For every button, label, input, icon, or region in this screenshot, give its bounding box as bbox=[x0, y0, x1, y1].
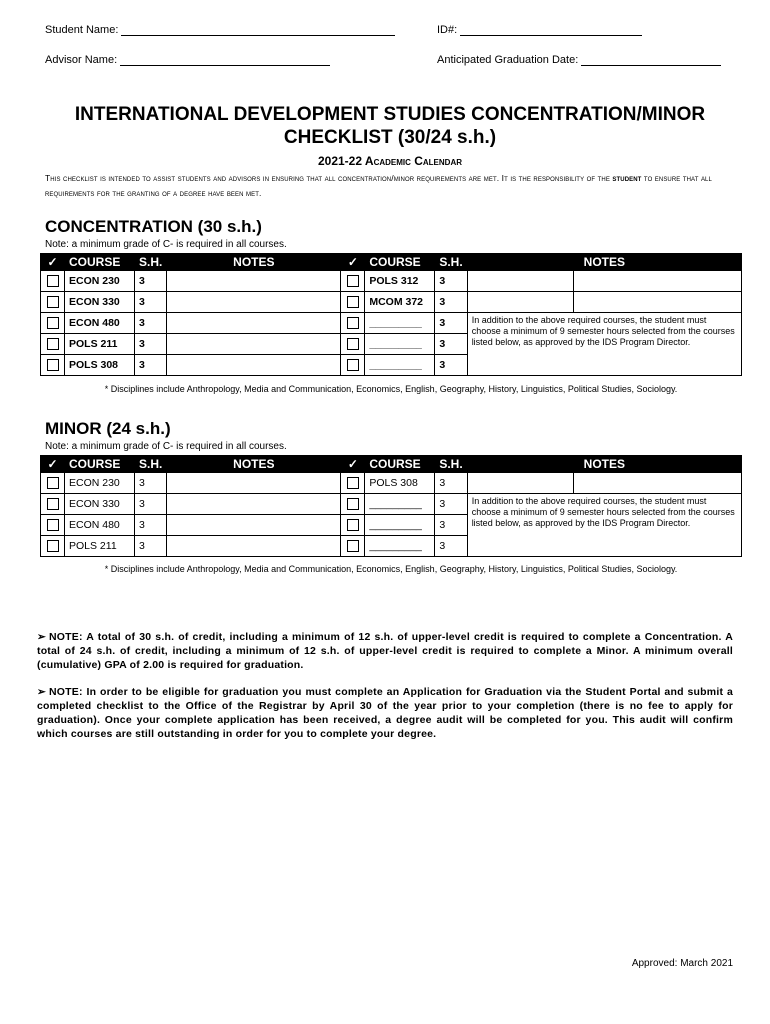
concentration-heading: CONCENTRATION (30 s.h.) bbox=[45, 217, 262, 236]
sh-cell: 3 bbox=[135, 271, 167, 292]
checkbox[interactable] bbox=[47, 317, 59, 329]
concentration-note: Note: a minimum grade of C- is required in all courses. bbox=[45, 239, 287, 250]
course-cell: POLS 312 bbox=[365, 271, 435, 292]
checkbox[interactable] bbox=[347, 498, 359, 510]
sh-header: S.H. bbox=[135, 254, 167, 271]
table-row bbox=[41, 271, 742, 292]
checkbox[interactable] bbox=[347, 296, 359, 308]
course-cell: MCOM 372 bbox=[365, 292, 435, 313]
arrow-icon: ➢ bbox=[37, 631, 46, 643]
graduation-date-label: Anticipated Graduation Date: bbox=[437, 54, 579, 66]
check-header: ✓ bbox=[341, 456, 365, 473]
checkbox[interactable] bbox=[347, 477, 359, 489]
notes-cell[interactable] bbox=[467, 271, 573, 292]
checkbox-cell[interactable] bbox=[41, 292, 65, 313]
course-header: COURSE bbox=[365, 456, 435, 473]
minor-heading: MINOR (24 s.h.) bbox=[45, 419, 171, 438]
checkbox[interactable] bbox=[347, 359, 359, 371]
course-cell: ECON 230 bbox=[65, 271, 135, 292]
course-cell: POLS 211 bbox=[65, 536, 135, 557]
notes-header: NOTES bbox=[167, 456, 341, 473]
graduation-date-line[interactable] bbox=[581, 54, 721, 66]
notes-header: NOTES bbox=[467, 456, 741, 473]
minor-table bbox=[40, 455, 742, 557]
approved-date: Approved: March 2021 bbox=[631, 958, 733, 969]
checkbox[interactable] bbox=[347, 519, 359, 531]
course-cell: _________ bbox=[365, 334, 435, 355]
course-header: COURSE bbox=[65, 456, 135, 473]
intro-part2: to ensure that all requirements for the granting of a degree have been met. bbox=[45, 173, 712, 198]
minor-note: Note: a minimum grade of C- is required in all courses. bbox=[45, 441, 287, 452]
check-header: ✓ bbox=[341, 254, 365, 271]
checkbox[interactable] bbox=[347, 540, 359, 552]
sh-cell: 3 bbox=[135, 494, 167, 515]
notes-cell[interactable] bbox=[573, 292, 741, 313]
checkbox[interactable] bbox=[347, 275, 359, 287]
check-header: ✓ bbox=[41, 254, 65, 271]
advisor-name-label: Advisor Name: bbox=[45, 54, 118, 66]
checkbox[interactable] bbox=[347, 317, 359, 329]
note2-text: NOTE: In order to be eligible for graduation you must complete an Application for Graduation via the Student Portal and submit a completed checklist to the Office of the Registrar by April 30 of the year prior to your completion (there is no fee to apply for graduation). Once your complete application has been received, a degree audit will be completed for you. This audit will confirm which courses are still outstanding in order for you to complete your degree. bbox=[37, 686, 733, 740]
course-cell: POLS 308 bbox=[365, 473, 435, 494]
course-cell: ECON 330 bbox=[65, 292, 135, 313]
sh-cell: 3 bbox=[435, 292, 467, 313]
sh-header: S.H. bbox=[435, 456, 467, 473]
course-header: COURSE bbox=[365, 254, 435, 271]
notes-cell[interactable] bbox=[167, 292, 341, 313]
checkbox-cell[interactable] bbox=[341, 473, 365, 494]
course-cell: _________ bbox=[365, 536, 435, 557]
sh-cell: 3 bbox=[435, 355, 467, 376]
course-header: COURSE bbox=[65, 254, 135, 271]
checkbox[interactable] bbox=[47, 477, 59, 489]
notes-cell[interactable] bbox=[167, 271, 341, 292]
checkbox-cell[interactable] bbox=[41, 355, 65, 376]
course-cell: _________ bbox=[365, 355, 435, 376]
page-subtitle: 2021-22 Academic Calendar bbox=[317, 154, 463, 168]
course-cell: ECON 480 bbox=[65, 515, 135, 536]
checkbox-cell[interactable] bbox=[41, 494, 65, 515]
notes-cell[interactable] bbox=[167, 494, 341, 515]
sh-cell: 3 bbox=[135, 355, 167, 376]
notes-cell[interactable] bbox=[573, 271, 741, 292]
checkbox-cell[interactable] bbox=[41, 536, 65, 557]
concentration-disciplines: * Disciplines include Anthropology, Media and Communication, Economics, English, Geography, History, Linguistics, Political Studies, Sociology. bbox=[104, 384, 678, 394]
notes-cell[interactable] bbox=[167, 515, 341, 536]
sh-cell: 3 bbox=[435, 473, 467, 494]
notes-cell[interactable] bbox=[167, 334, 341, 355]
intro-text bbox=[45, 171, 735, 201]
checkbox-cell[interactable] bbox=[41, 515, 65, 536]
checkbox-cell[interactable] bbox=[341, 292, 365, 313]
checkbox-cell[interactable] bbox=[341, 313, 365, 334]
sh-cell: 3 bbox=[135, 536, 167, 557]
checkbox-cell[interactable] bbox=[341, 355, 365, 376]
sh-cell: 3 bbox=[435, 536, 467, 557]
notes-cell[interactable] bbox=[167, 355, 341, 376]
sh-header: S.H. bbox=[435, 254, 467, 271]
sh-cell: 3 bbox=[435, 271, 467, 292]
student-name-line[interactable] bbox=[121, 24, 395, 36]
check-header: ✓ bbox=[41, 456, 65, 473]
intro-part1: This checklist is intended to assist students and advisors in ensuring that all concentration/minor requirements are met. It is the responsibility of the bbox=[45, 173, 610, 183]
arrow-icon: ➢ bbox=[37, 686, 46, 698]
page-title: INTERNATIONAL DEVELOPMENT STUDIES CONCENTRATION/MINOR CHECKLIST (30/24 s.h.) bbox=[74, 104, 706, 148]
sh-header: S.H. bbox=[135, 456, 167, 473]
sh-cell: 3 bbox=[435, 313, 467, 334]
course-cell: ECON 480 bbox=[65, 313, 135, 334]
course-cell: ECON 330 bbox=[65, 494, 135, 515]
notes-cell[interactable] bbox=[167, 536, 341, 557]
student-name-label: Student Name: bbox=[45, 24, 119, 36]
elective-note: In addition to the above required courses, the student must choose a minimum of 9 semester hours selected from the courses listed below, as approved by the IDS Program Director. bbox=[467, 494, 741, 557]
note1-text: NOTE: A total of 30 s.h. of credit, including a minimum of 12 s.h. of upper-level credit is required to complete a Concentration. A total of 24 s.h. of credit, including a minimum of 12 s.h. of upper-level credit is required to complete a Minor. A minimum overall (cumulative) GPA of 2.00 is required for graduation. bbox=[37, 631, 733, 671]
advisor-name-line[interactable] bbox=[120, 54, 330, 66]
sh-cell: 3 bbox=[135, 473, 167, 494]
course-cell: POLS 211 bbox=[65, 334, 135, 355]
table-row bbox=[41, 292, 742, 313]
checkbox[interactable] bbox=[47, 359, 59, 371]
course-cell: _________ bbox=[365, 515, 435, 536]
intro-bold: student bbox=[612, 173, 642, 183]
student-name-field[interactable] bbox=[45, 24, 395, 36]
checkbox-cell[interactable] bbox=[41, 271, 65, 292]
graduation-date-field[interactable] bbox=[437, 54, 721, 66]
checkbox[interactable] bbox=[347, 338, 359, 350]
checkbox-cell[interactable] bbox=[41, 334, 65, 355]
elective-note: In addition to the above required courses, the student must choose a minimum of 9 semester hours selected from the courses listed below, as approved by the IDS Program Director. bbox=[467, 313, 741, 376]
notes-cell[interactable] bbox=[167, 313, 341, 334]
checkbox[interactable] bbox=[47, 498, 59, 510]
notes-cell[interactable] bbox=[573, 473, 741, 494]
checkbox[interactable] bbox=[47, 275, 59, 287]
checkbox-cell[interactable] bbox=[341, 494, 365, 515]
checkbox-cell[interactable] bbox=[341, 536, 365, 557]
sh-cell: 3 bbox=[435, 494, 467, 515]
sh-cell: 3 bbox=[435, 515, 467, 536]
advisor-name-field[interactable] bbox=[45, 54, 330, 66]
sh-cell: 3 bbox=[135, 313, 167, 334]
id-field[interactable] bbox=[437, 24, 642, 36]
course-cell: POLS 308 bbox=[65, 355, 135, 376]
note-credit-requirements bbox=[37, 630, 733, 672]
sh-cell: 3 bbox=[135, 334, 167, 355]
notes-cell[interactable] bbox=[467, 473, 573, 494]
id-label: ID#: bbox=[437, 24, 458, 36]
notes-header: NOTES bbox=[167, 254, 341, 271]
course-cell: _________ bbox=[365, 313, 435, 334]
checkbox-cell[interactable] bbox=[341, 334, 365, 355]
checkbox-cell[interactable] bbox=[341, 271, 365, 292]
course-cell: ECON 230 bbox=[65, 473, 135, 494]
checkbox-cell[interactable] bbox=[41, 473, 65, 494]
notes-header: NOTES bbox=[467, 254, 741, 271]
concentration-table bbox=[40, 253, 742, 376]
checkbox-cell[interactable] bbox=[341, 515, 365, 536]
sh-cell: 3 bbox=[135, 515, 167, 536]
table-row bbox=[41, 473, 742, 494]
notes-cell[interactable] bbox=[467, 292, 573, 313]
checkbox[interactable] bbox=[47, 540, 59, 552]
sh-cell: 3 bbox=[435, 334, 467, 355]
checkbox[interactable] bbox=[47, 338, 59, 350]
table-row bbox=[41, 494, 742, 515]
checkbox-cell[interactable] bbox=[41, 313, 65, 334]
minor-disciplines: * Disciplines include Anthropology, Media and Communication, Economics, English, Geography, History, Linguistics, Political Studies, Sociology. bbox=[104, 564, 678, 574]
id-line[interactable] bbox=[460, 24, 642, 36]
notes-cell[interactable] bbox=[167, 473, 341, 494]
course-cell: _________ bbox=[365, 494, 435, 515]
checkbox[interactable] bbox=[47, 519, 59, 531]
sh-cell: 3 bbox=[135, 292, 167, 313]
note-graduation-application bbox=[37, 685, 733, 741]
table-row bbox=[41, 313, 742, 334]
checkbox[interactable] bbox=[47, 296, 59, 308]
